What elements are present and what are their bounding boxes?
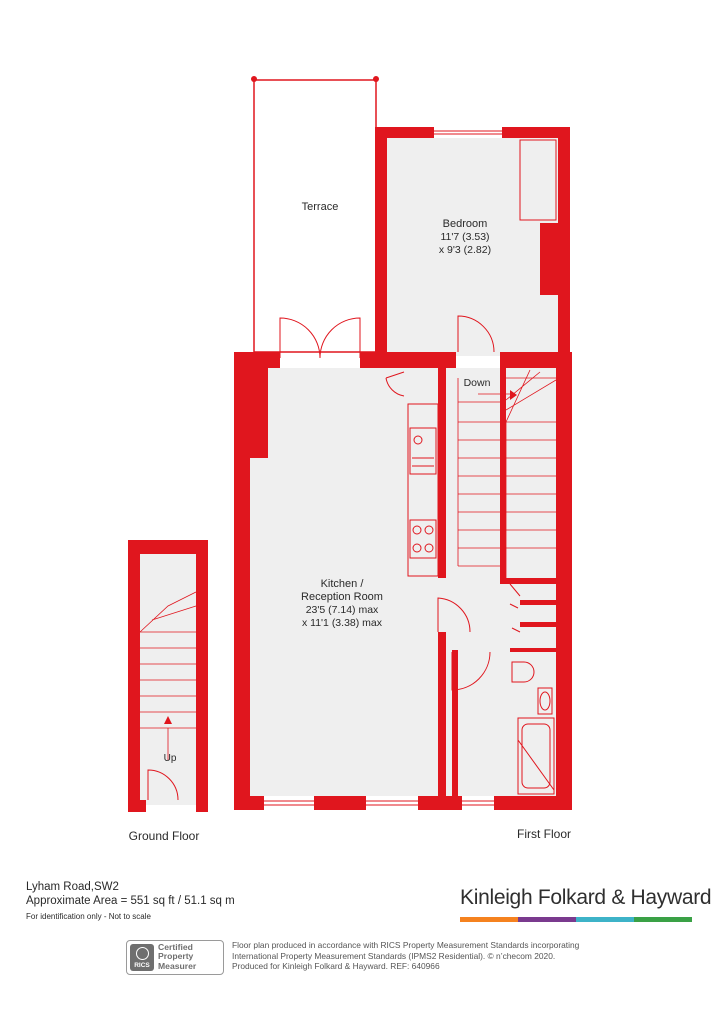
bedroom-dimension-1: 11'7 (3.53)	[440, 231, 490, 243]
ground-floor-label: Ground Floor	[128, 829, 200, 843]
brand-bar-teal	[576, 917, 634, 922]
bedroom-label: Bedroom	[442, 218, 488, 230]
disclaimer-line-3: Produced for Kinleigh Folkard & Hayward. REF: 640966	[232, 961, 440, 971]
brand-name: Kinleigh Folkard & Hayward	[460, 886, 712, 909]
property-area: Approximate Area = 551 sq ft / 51.1 sq m	[26, 895, 235, 907]
first-floor-label: First Floor	[517, 827, 571, 841]
bedroom-dimension-2: x 9'3 (2.82)	[438, 244, 492, 256]
terrace-label: Terrace	[301, 201, 339, 213]
terrace-floor	[254, 80, 376, 352]
ground-floor-floor	[140, 553, 196, 805]
scale-note: For identification only - Not to scale	[26, 912, 151, 921]
terrace-post	[251, 76, 257, 82]
brand-bar-purple	[518, 917, 576, 922]
disclaimer-line-1: Floor plan produced in accordance with RICS Property Measurement Standards incorporating	[232, 940, 580, 950]
rics-line-1: Certified	[158, 942, 193, 952]
kitchen-label-1: Kitchen /	[320, 578, 364, 590]
rics-logo-icon	[130, 944, 154, 971]
rics-certified-text	[158, 943, 196, 971]
kitchen-label-2: Reception Room	[301, 591, 383, 603]
brand-bar-green	[634, 917, 692, 922]
rics-badge	[126, 940, 224, 975]
rics-line-3: Measurer	[158, 960, 197, 971]
property-address: Lyham Road,SW2	[26, 881, 119, 893]
disclaimer	[232, 940, 579, 972]
rics-logo-text: RICS	[134, 962, 150, 969]
stairs-up-label: Up	[163, 753, 177, 764]
kitchen-dimension-1: 23'5 (7.14) max	[305, 604, 379, 616]
disclaimer-line-2: International Property Measurement Standards (IPMS2 Residential). © n’checom 2020.	[232, 950, 556, 961]
rics-line-2: Property	[158, 951, 194, 962]
property-info	[26, 880, 235, 908]
brand-bar-orange	[460, 917, 518, 922]
stairs-down-label: Down	[463, 377, 491, 389]
terrace-post	[373, 76, 379, 82]
kitchen-dimension-2: x 11'1 (3.38) max	[301, 617, 383, 629]
